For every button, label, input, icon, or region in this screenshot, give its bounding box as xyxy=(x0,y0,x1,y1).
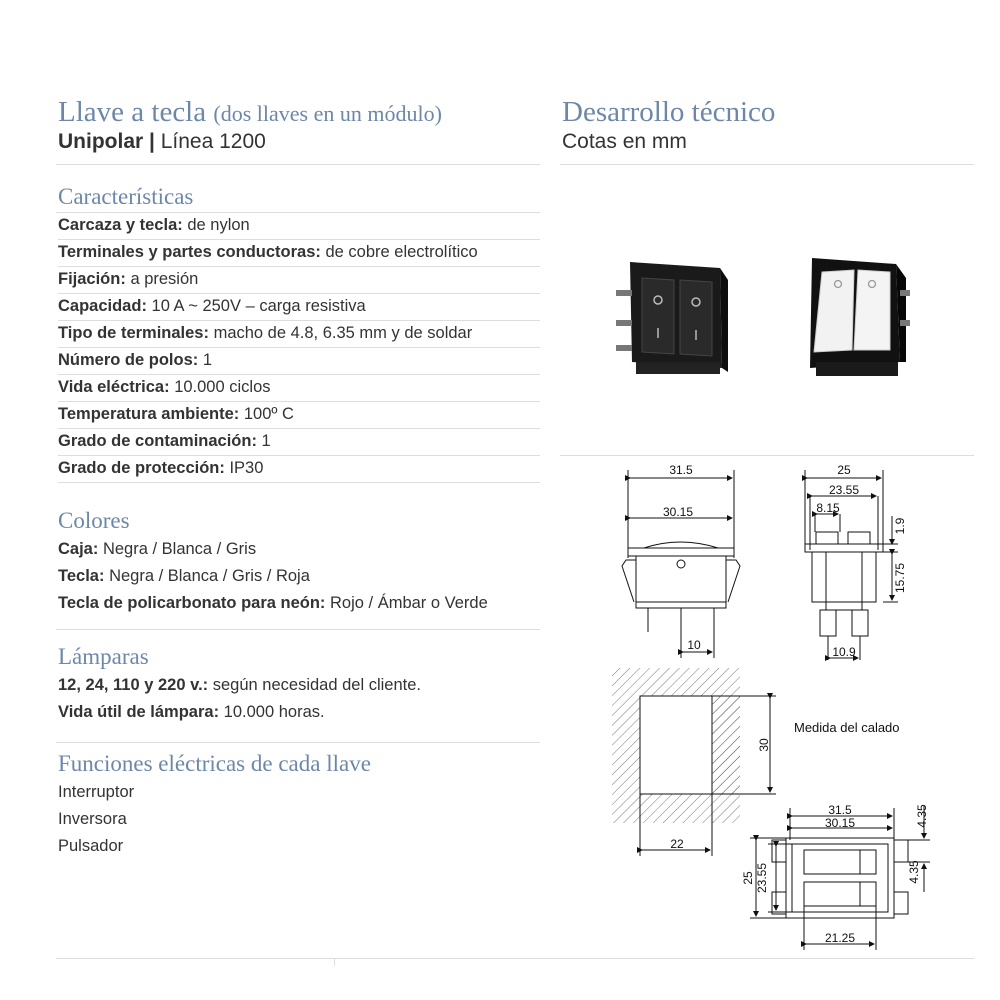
product-photos xyxy=(600,250,920,390)
dim-cutout-height: 30 xyxy=(757,738,771,752)
spec-value: macho de 4.8, 6.35 mm y de soldar xyxy=(213,324,473,342)
dim-side-width: 25 xyxy=(837,463,851,477)
black-switch-photo xyxy=(616,262,728,374)
side-view-drawing xyxy=(805,470,898,660)
cutout-drawing xyxy=(612,668,776,856)
dim-side-term: 10.9 xyxy=(832,645,856,659)
spec-row xyxy=(58,374,540,402)
spec-key: Vida eléctrica: xyxy=(58,378,170,396)
lamp-row xyxy=(58,672,540,699)
divider xyxy=(56,629,540,630)
dim-top-side: 4.35 xyxy=(915,804,929,828)
dim-side-inner: 23.55 xyxy=(828,483,860,497)
divider xyxy=(560,164,974,165)
spec-key: Terminales y partes conductoras: xyxy=(58,243,321,261)
spec-value: 1 xyxy=(202,351,213,369)
spec-key: Grado de contaminación: xyxy=(58,432,257,450)
spec-key: Número de polos: xyxy=(58,351,199,369)
lamp-row xyxy=(58,699,540,726)
desarrollo-subtitle: Cotas en mm xyxy=(562,130,687,153)
color-key: Tecla de policarbonato para neón: xyxy=(58,594,326,612)
front-view-drawing xyxy=(622,470,740,658)
spec-row xyxy=(58,239,540,267)
section-title-desarrollo: Desarrollo técnico xyxy=(562,96,776,128)
spec-value: de cobre electrolítico xyxy=(325,243,478,261)
spec-row xyxy=(58,347,540,375)
function-item: Interruptor xyxy=(58,783,135,801)
color-key: Tecla: xyxy=(58,567,105,585)
technical-drawing xyxy=(600,460,980,955)
color-row xyxy=(58,590,540,617)
spec-value: 100º C xyxy=(243,405,294,423)
color-value: Rojo / Ámbar o Verde xyxy=(330,594,488,612)
dim-top-width: 31.5 xyxy=(828,803,852,817)
spec-value: IP30 xyxy=(229,459,264,477)
spec-row xyxy=(58,320,540,348)
section-title-colores: Colores xyxy=(58,508,130,533)
dim-top-inner: 30.15 xyxy=(824,816,856,830)
function-item: Pulsador xyxy=(58,837,124,855)
subtitle-bold: Unipolar | xyxy=(58,130,155,153)
dim-cutout-width: 22 xyxy=(670,837,684,851)
dim-side-height: 15.75 xyxy=(893,562,907,594)
lamp-value: según necesidad del cliente. xyxy=(212,676,421,694)
spec-value: 1 xyxy=(261,432,271,450)
subtitle-rest: Línea 1200 xyxy=(160,130,266,153)
dim-top-side-2: 4.35 xyxy=(907,860,921,884)
spec-row xyxy=(58,293,540,321)
color-key: Caja: xyxy=(58,540,99,558)
cutout-label: Medida del calado xyxy=(794,720,900,735)
dim-front-width: 31.5 xyxy=(669,463,693,477)
dim-side-key: 8.15 xyxy=(816,501,840,515)
spec-value: 10.000 ciclos xyxy=(174,378,271,396)
product-title-paren: (dos llaves en un módulo) xyxy=(213,101,442,126)
divider xyxy=(560,455,974,456)
footer-divider xyxy=(56,958,974,959)
divider xyxy=(56,164,540,165)
dim-front-pitch: 10 xyxy=(687,638,701,652)
spec-key: Carcaza y tecla: xyxy=(58,216,183,234)
footer-tick xyxy=(334,958,335,966)
function-item: Inversora xyxy=(58,810,127,828)
color-row xyxy=(58,536,540,563)
spec-row xyxy=(58,401,540,429)
spec-row xyxy=(58,428,540,456)
lamp-key: Vida útil de lámpara: xyxy=(58,703,220,721)
spec-value: a presión xyxy=(130,270,199,288)
divider xyxy=(56,742,540,743)
section-title-funciones: Funciones eléctricas de cada llave xyxy=(58,751,371,776)
spec-value: 10 A ~ 250V – carga resistiva xyxy=(151,297,366,315)
dim-top-height-inner: 23.55 xyxy=(755,862,769,894)
spec-row xyxy=(58,212,540,240)
color-value: Negra / Blanca / Gris / Roja xyxy=(109,567,310,585)
dim-side-top: 1.9 xyxy=(893,517,907,535)
spec-row xyxy=(58,266,540,294)
product-subtitle xyxy=(58,130,266,154)
section-title-caracteristicas: Características xyxy=(58,184,194,209)
spec-key: Grado de protección: xyxy=(58,459,225,477)
dim-front-inner: 30.15 xyxy=(662,505,694,519)
spec-key: Tipo de terminales: xyxy=(58,324,209,342)
color-row xyxy=(58,563,540,590)
lamp-key: 12, 24, 110 y 220 v.: xyxy=(58,676,209,694)
spec-key: Capacidad: xyxy=(58,297,147,315)
spec-key: Fijación: xyxy=(58,270,126,288)
white-switch-photo xyxy=(810,258,910,376)
dim-top-bottom: 21.25 xyxy=(824,931,856,945)
color-value: Negra / Blanca / Gris xyxy=(102,540,257,558)
spec-row xyxy=(58,455,540,483)
lamp-value: 10.000 horas. xyxy=(223,703,325,721)
spec-value: de nylon xyxy=(187,216,250,234)
product-title-main: Llave a tecla xyxy=(58,96,207,128)
dim-top-height: 25 xyxy=(741,871,755,885)
section-title-lamparas: Lámparas xyxy=(58,644,149,669)
spec-key: Temperatura ambiente: xyxy=(58,405,240,423)
product-title xyxy=(58,96,442,129)
